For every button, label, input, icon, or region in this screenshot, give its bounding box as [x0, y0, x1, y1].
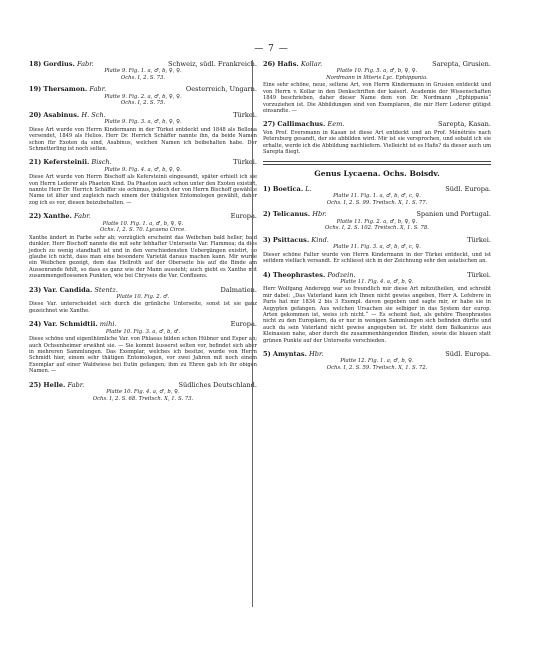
species-locality: Türkei.	[467, 270, 491, 279]
species-entry	[29, 286, 257, 315]
species-author: Hbr.	[312, 210, 327, 219]
species-entry	[263, 120, 491, 155]
species-name: Helle.	[43, 380, 66, 389]
species-name: Thersamon.	[43, 85, 88, 94]
species-author: Podzein.	[327, 270, 356, 279]
entry-title	[263, 271, 356, 279]
species-entry	[29, 212, 257, 279]
left-column	[29, 60, 257, 402]
species-locality: Schweiz, südl. Frankreich.	[167, 60, 257, 68]
species-name: Boetica.	[272, 184, 304, 193]
entry-description: Eine sehr schöne, neue, seltene Art, von Herrn Kindermann in Grusien entdeckt und von Herrn v. Kollar in den Denkschriften der kaiserl. Academie der Wissenschaften 1849 beschrieben, daher dieser Name dem von Dr. Nordmann „Ephippania“ vorzuziehen ist. Die Abbildungen sind von Exemplaren, die mir Herr Lederer gütigst einsandte. —	[263, 82, 491, 115]
entry-number: 4)	[263, 270, 271, 279]
species-author: Eem.	[327, 120, 345, 129]
species-name: Var. Candida.	[43, 285, 93, 294]
entry-heading	[29, 286, 257, 294]
column-divider	[252, 60, 253, 607]
entry-title	[263, 60, 322, 68]
species-name: Asabinus.	[43, 110, 80, 119]
species-entry	[263, 185, 491, 206]
species-name: Xanthe.	[43, 212, 72, 221]
plate-reference: Platte 11. Fig. 1. a, ♂, b, ♂, c, ♀.	[333, 193, 421, 200]
plate-reference: Platte 9. Fig. 1. a, ♂, b, ♀, ♀.	[104, 68, 182, 75]
species-locality: Südl. Europa.	[445, 184, 491, 193]
species-entry	[29, 158, 257, 206]
page-number: — 7 —	[254, 44, 289, 54]
plate-reference: Ochs. I, 2. S. 70. Lycaena Circe.	[100, 227, 186, 234]
entry-title	[29, 381, 84, 389]
entry-heading	[263, 185, 491, 193]
entry-heading	[29, 85, 257, 93]
entry-number: 18)	[29, 60, 42, 68]
entry-title	[29, 111, 106, 119]
genus-heading: Genus Lycaena. Ochs. Boisdv.	[314, 168, 440, 178]
entry-number: 25)	[29, 380, 42, 389]
plate-reference: Platte 11. Fig. 2. a, ♂, b, ♀, ♀.	[336, 218, 418, 225]
plate-reference: Platte 10. Fig. 3. a, ♂, b, ♂.	[105, 328, 181, 335]
species-author: Fabr.	[67, 380, 85, 389]
entry-description: Herr Wolfgang Anderegg war so freundlich mir diese Art mitzutheilen, und schreibt mir dabei: „Das Vaterland kann ich Ihnen nicht gewiss angeben, Herr A. Lefebvre in Paris hat mir 1834 2 bis 3 Exempl. davon gegeben und sagte mir, er habe sie in Aegypten gefangen. Aus welchen Ursachen sie selbiger in das System der europ. Arten gekommen ist, weiss ich nicht.“ — Es scheint fast, als gehöre Theophrastes nicht zu den Europäern, da er nur in wenigen Sammlungen sich befinden dürfte und auch da sein Vaterland nicht gewiss angegeben ist. Er steht dem Balkanicus aus Kleinasien nahe, aber durch die zusammenhängenden Binden, sowie die blauen statt grünen Punkte auf der Unterseite verschieden.	[263, 286, 491, 344]
entry-title	[263, 350, 323, 358]
entry-heading	[263, 210, 491, 218]
entry-number: 5)	[263, 350, 271, 359]
right-top-entries	[263, 60, 491, 155]
entry-number: 23)	[29, 285, 42, 294]
species-name: Gordius.	[43, 60, 75, 68]
plate-reference: Platte 9. Fig. 4. a, ♂, b, ♀, ♀.	[104, 166, 182, 173]
plate-reference: Nordmann in litteris Lyc. Ephippania.	[326, 74, 428, 81]
plate-reference: Platte 12. Fig. 1. a, ♂, b, ♀.	[340, 358, 414, 365]
plate-reference: Ochs. I, 2. S. 102. Treitsch. X, 1. S. 78.	[325, 225, 429, 232]
entry-description: Von Prof. Eversmann in Kasan ist diese Art entdeckt und an Prof. Ménétriès nach Petersburg gesandt, der sie abbilden wird. Mir ist sie versprochen, und sobald ich sie erhalte, werde ich die Abbildung nachliefern. Vielleicht ist es Hafis? da dieser auch um Sarepta fliegt.	[263, 129, 491, 156]
species-name: Hafis.	[277, 60, 299, 68]
plate-reference: Platte 10. Fig. 1. a, ♂, b, ♀, ♀.	[102, 220, 184, 227]
species-locality: Südliches Deutschland.	[178, 380, 257, 389]
species-name: Amyntas.	[272, 350, 307, 359]
species-locality: Sarepta, Grusien.	[432, 60, 491, 68]
entry-heading	[29, 60, 257, 68]
species-entry	[29, 320, 257, 374]
species-locality: Spanien und Portugal.	[416, 210, 491, 219]
plate-reference: Ochs. I, 2. S. 75.	[120, 100, 166, 107]
entry-number: 27)	[263, 120, 276, 129]
entry-number: 19)	[29, 85, 42, 94]
entry-heading	[263, 236, 491, 244]
entry-title	[263, 185, 312, 193]
entry-heading	[29, 381, 257, 389]
species-entry	[29, 381, 257, 402]
entry-number: 22)	[29, 212, 42, 221]
plate-reference: Ochs. I, 2. S. 73.	[120, 74, 166, 81]
species-entry	[263, 271, 491, 345]
species-name: Kefersteinii.	[43, 158, 90, 167]
plate-reference: Platte 10. Fig. 4. a, ♂, b, ♀.	[106, 389, 180, 395]
species-locality: Europa.	[230, 320, 257, 329]
plate-reference: Platte 11. Fig. 3. a, ♂, b, ♂, c, ♀.	[333, 244, 421, 251]
right-bottom-entries	[263, 185, 491, 372]
species-entry	[29, 60, 257, 81]
species-author: Fabr.	[89, 85, 107, 94]
species-entry	[29, 111, 257, 153]
plate-reference: Platte 9. Fig. 3. a, ♂, b, ♀, ♀.	[104, 119, 182, 126]
entry-number: 21)	[29, 158, 42, 167]
species-locality: Türkei.	[233, 158, 257, 167]
species-entry	[263, 350, 491, 371]
species-locality: Europa.	[230, 212, 257, 221]
species-locality: Oesterreich, Ungarn.	[185, 85, 257, 94]
entry-title	[263, 210, 327, 218]
species-name: Theophrastes.	[272, 270, 326, 279]
entry-description: Diese Art wurde von Herrn Kindermann in der Türkei entdeckt und 1848 als Bellona versendet, 1849 als Helios. Herr Dr. Herrich Schäffer nannte ihn, da beide Namen schon für Exoten da sind, Asabinus, welchen Namen ich beibehalten habe. Der Schmetterling ist noch selten.	[29, 126, 257, 152]
entry-number: 26)	[263, 60, 276, 68]
plate-reference: Platte 11. Fig. 4. a, ♂, b, ♀.	[340, 278, 414, 285]
species-name: Callimachus.	[277, 120, 326, 129]
species-name: Telicanus.	[272, 210, 311, 219]
entry-title	[29, 85, 106, 93]
plate-reference: Platte 10. Fig. 5. a, ♂, b, ♀, ♀.	[336, 68, 418, 75]
species-locality: Türkei.	[467, 235, 491, 244]
plate-reference: Ochs. I, 2. S. 99. Treitsch. X, 1. S. 77.	[326, 199, 428, 206]
entry-heading	[29, 320, 257, 328]
species-entry	[263, 210, 491, 231]
species-name: Var. Schmidtii.	[43, 320, 98, 329]
entry-description: Dieser schöne Falter wurde von Herrn Kindermann in der Türkei entdeckt, und ist seitdem vielfach versandt. Er schliesst sich in der Zeichnung sehr den asiatischen an.	[263, 251, 491, 265]
entry-title	[263, 120, 345, 128]
entry-title	[263, 236, 329, 244]
entry-heading	[263, 60, 491, 68]
species-author: L.	[305, 184, 312, 193]
entry-number: 24)	[29, 320, 42, 329]
plate-reference: Ochs. I, 2. S. 59. Treitsch. X, 1. S. 72.	[326, 364, 428, 371]
species-author: Hbr.	[308, 350, 324, 359]
entry-title	[29, 212, 91, 220]
species-locality: Türkei.	[233, 110, 257, 119]
species-entry	[263, 60, 491, 114]
plate-reference: Ochs. I, 2. S. 68. Treitsch. X, 1. S. 73.	[92, 395, 194, 402]
entry-number: 2)	[263, 210, 271, 219]
section-rule	[263, 161, 491, 165]
species-locality: Südl. Europa.	[445, 350, 491, 359]
entry-description: Diese Art wurde von Herrn Bischoff als Kefersteinii eingesandt, später erhielt ich sie von Herrn Lederer als Phaeton Kind. Da Phaeton auch schon unter den Exoten existirt, nannte Herr Dr. Herrich Schäffer sie ochimus, jedoch der von Herrn Bischoff gewählte Name ist älter und zugleich nach einem der thätigsten Entomologen gewählt, daher zog ich es vor, diesen beizubehalten. —	[29, 174, 257, 206]
entry-heading	[263, 271, 491, 279]
species-name: Psittacus.	[272, 235, 310, 244]
entry-title	[29, 286, 118, 294]
species-entry	[29, 85, 257, 106]
entry-title	[29, 320, 117, 328]
entry-description: Xanthe ändert in Farbe sehr ab; vorzüglich erscheint das Weibchen bald heller, bald dunkler. Herr Bischoff nannte die mit sehr lebhafter Unterseite Var. Flammea; da dies jedoch zu wenig standhaft ist und in den verschiedensten Uebergängen existirt, so glaube ich nicht, dass man eine besondere Varietät daraus machen kann. Mir wurde ein Weibchen gezeigt, dem das Hellroth auf der Oberseite bis auf die Binde am Aussenrande fehlt, so dass es ganz wie der Mann aussieht; auch giebt es Xanthe mit zusammengeflossenen Punkten, wie bei Chryseis die Var. Confluens.	[29, 234, 257, 280]
entry-description: Diese schöne und eigenthümliche Var. von Phlaeas bilden schon Hübner und Esper ab; auch Ochsenheimer erwähnt sie. — Sie kommt äusserst selten vor, befindet sich aber in mehreren Sammlungen. Das Exemplar, welches ich besitze, wurde von Herrn Schmidt hier, einem sehr thätigen Entomologen, vor zwei Jahren mit noch einem Exemplar auf einer Waldwiese bei Eutin gefangen; ihm zu Ehren gab ich ihr obigen Namen. —	[29, 336, 257, 375]
species-author: mihi.	[99, 320, 117, 329]
entry-title	[29, 158, 112, 166]
species-author: Kollar.	[300, 60, 323, 68]
entry-heading	[263, 350, 491, 358]
entry-heading	[263, 120, 491, 128]
species-author: Fabr.	[74, 212, 91, 221]
species-author: H. Sch.	[81, 110, 106, 119]
right-column	[263, 60, 491, 371]
species-author: Kind.	[311, 235, 329, 244]
entry-number: 3)	[263, 235, 271, 244]
species-author: Fabr.	[76, 60, 94, 68]
plate-reference: Platte 9. Fig. 2. a, ♂, b, ♀, ♀.	[104, 93, 182, 100]
entry-title	[29, 60, 94, 68]
species-author: Bisch.	[91, 158, 112, 167]
entry-number: 1)	[263, 184, 271, 193]
entry-number: 20)	[29, 110, 42, 119]
species-locality: Dalmatien.	[220, 285, 257, 294]
species-entry	[263, 236, 491, 265]
species-author: Stentz.	[94, 285, 118, 294]
entry-heading	[29, 158, 257, 166]
entry-heading	[29, 212, 257, 220]
entry-heading	[29, 111, 257, 119]
entry-description: Diese Var. unterscheidet sich durch die grünliche Unterseite, sonst ist sie ganz gezeichnet wie Xanthe.	[29, 301, 257, 314]
plate-reference: Platte 10. Fig. 2. ♂.	[116, 293, 170, 300]
species-locality: Sarepta, Kasan.	[437, 120, 491, 129]
